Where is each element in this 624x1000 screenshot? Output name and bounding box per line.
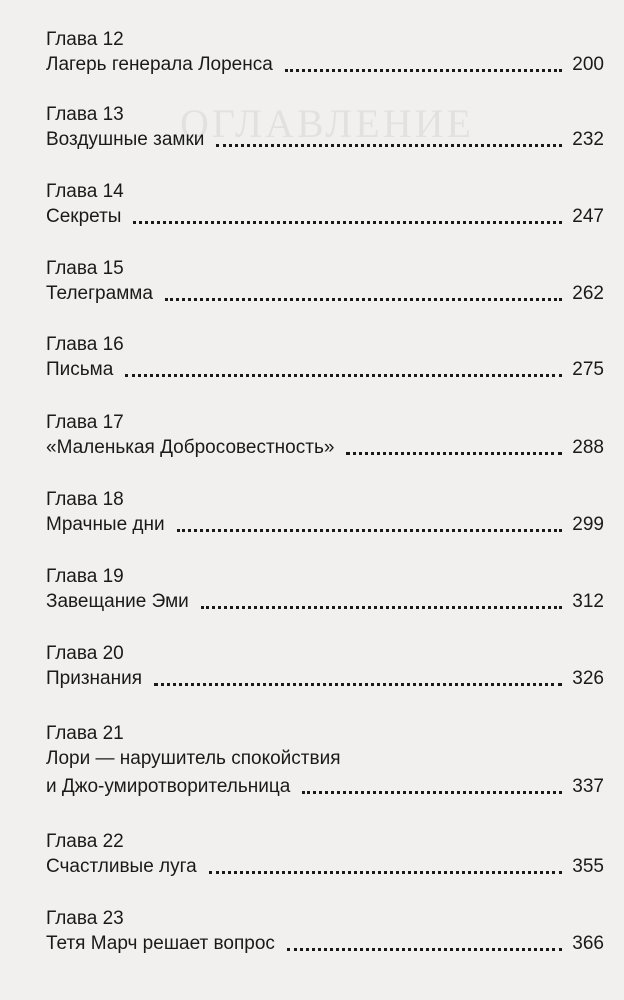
chapter-title-first-line[interactable]: Лори — нарушитель спокойствия [46, 748, 341, 769]
chapter-title: Признания [46, 668, 143, 689]
chapter-title-line[interactable] [46, 512, 604, 538]
page-number: 247 [572, 206, 604, 227]
chapter-title: Мрачные дни [46, 514, 165, 535]
chapter-number: Глава 18 [46, 489, 124, 510]
page-number: 299 [572, 514, 604, 535]
chapter-title: Завещание Эми [46, 591, 189, 612]
page-number: 232 [572, 129, 604, 150]
chapter-title: Счастливые луга [46, 856, 197, 877]
toc-entry [46, 180, 604, 230]
chapter-title-line[interactable] [46, 854, 604, 880]
chapter-number: Глава 14 [46, 181, 124, 202]
toc-entry [46, 830, 604, 880]
leader-dots [201, 605, 563, 609]
leader-dots [133, 220, 562, 224]
page-number: 200 [572, 54, 604, 75]
chapter-title: Телеграмма [46, 283, 153, 304]
chapter-title-line[interactable] [46, 589, 604, 615]
toc-entry [46, 642, 604, 692]
chapter-title-line[interactable] [46, 666, 604, 692]
chapter-title-line[interactable] [46, 127, 604, 153]
leader-dots [209, 870, 563, 874]
chapter-title-line[interactable] [46, 52, 604, 78]
chapter-title: «Маленькая Добросовестность» [46, 437, 335, 458]
leader-dots [216, 143, 562, 147]
page-number: 262 [572, 283, 604, 304]
chapter-number: Глава 22 [46, 831, 124, 852]
leader-dots [154, 682, 562, 686]
toc-entry [46, 28, 604, 78]
page-number: 366 [572, 933, 604, 954]
toc-entry [46, 722, 604, 800]
chapter-number: Глава 20 [46, 643, 124, 664]
leader-dots [346, 451, 562, 455]
page-number: 337 [572, 776, 604, 797]
chapter-number: Глава 13 [46, 104, 124, 125]
chapter-title: Лагерь генерала Лоренса [46, 54, 273, 75]
chapter-number: Глава 15 [46, 258, 124, 279]
chapter-title-line[interactable] [46, 774, 604, 800]
toc-entry [46, 565, 604, 615]
toc-entry [46, 411, 604, 461]
leader-dots [177, 528, 563, 532]
chapter-number: Глава 12 [46, 29, 124, 50]
bleed-through-heading: ОГЛАВЛЕНИЕ [180, 101, 474, 146]
chapter-number: Глава 21 [46, 723, 124, 744]
chapter-title: и Джо-умиротворительница [46, 776, 291, 797]
chapter-title: Тетя Марч решает вопрос [46, 933, 275, 954]
page-number: 312 [572, 591, 604, 612]
leader-dots [287, 947, 562, 951]
leader-dots [285, 68, 563, 72]
leader-dots [165, 297, 562, 301]
chapter-title: Воздушные замки [46, 129, 205, 150]
chapter-title-line[interactable] [46, 357, 604, 383]
chapter-title-line[interactable] [46, 931, 604, 957]
toc-entry [46, 333, 604, 383]
chapter-title: Письма [46, 359, 114, 380]
leader-dots [302, 790, 562, 794]
toc-entry [46, 907, 604, 957]
page-number: 288 [572, 437, 604, 458]
page-number: 275 [572, 359, 604, 380]
chapter-number: Глава 16 [46, 334, 124, 355]
leader-dots [125, 373, 562, 377]
chapter-title-line[interactable] [46, 281, 604, 307]
chapter-title: Секреты [46, 206, 122, 227]
toc-entry [46, 257, 604, 307]
toc-entry [46, 488, 604, 538]
chapter-number: Глава 17 [46, 412, 124, 433]
page-number: 326 [572, 668, 604, 689]
chapter-number: Глава 19 [46, 566, 124, 587]
chapter-number: Глава 23 [46, 908, 124, 929]
chapter-title-line[interactable] [46, 204, 604, 230]
page-number: 355 [572, 856, 604, 877]
toc-entry [46, 103, 604, 153]
chapter-title-line[interactable] [46, 435, 604, 461]
